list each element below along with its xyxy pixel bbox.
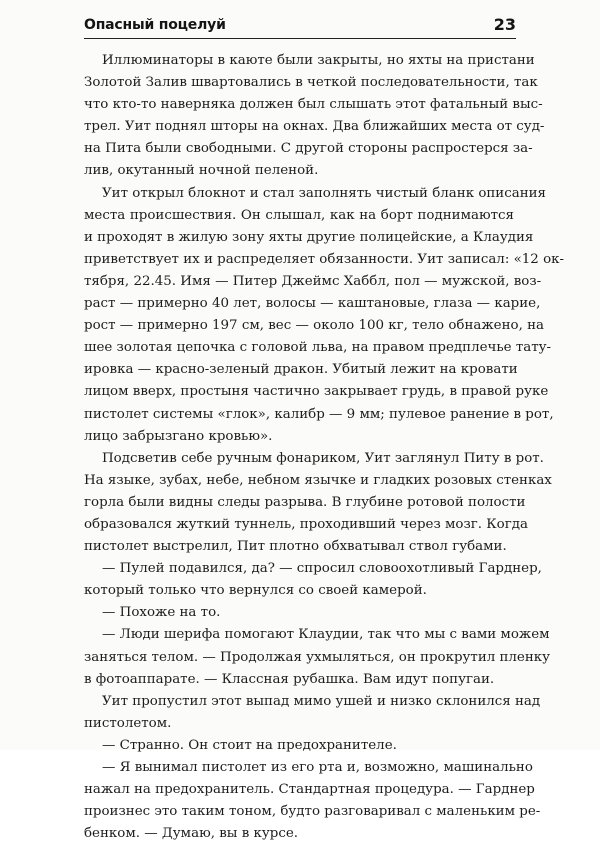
text-line: трел. Уит поднял шторы на окнах. Два ближайших места от суд-	[84, 119, 545, 135]
page-number: 23	[493, 15, 516, 34]
text-line: Уит открыл блокнот и стал заполнять чистый бланк описания	[102, 185, 547, 201]
text-line: что кто-то наверняка должен был слышать этот фатальный выс-	[84, 97, 543, 113]
text-line: лив, окутанный ночной пеленой.	[84, 163, 319, 179]
text-line: — Я вынимал пистолет из его рта и, возможно, машинально	[102, 760, 533, 775]
text-line: места происшествия. Он слышал, как на борт поднимаются	[84, 207, 514, 223]
text-line: раст — примерно 40 лет, волосы — каштановые, глаза — карие,	[84, 296, 541, 312]
text-line: и проходят в жилую зону яхты другие полицейские, а Клаудия	[84, 229, 534, 245]
text-line: бенком. — Думаю, вы в курсе.	[84, 826, 299, 842]
text-line: нажал на предохранитель. Стандартная процедура. — Гарднер	[84, 782, 535, 798]
text-line: горла были видны следы разрыва. В глубине ротовой полости	[84, 494, 526, 510]
text-line: лицом вверх, простыня частично закрывает грудь, в правой руке	[84, 384, 549, 400]
text-line: Иллюминаторы в каюте были закрыты, но яхты на пристани	[102, 53, 535, 68]
text-line: Подсветив себе ручным фонариком, Уит заглянул Питу в рот.	[102, 450, 544, 466]
text-line: Золотой Залив швартовались в четкой последовательности, так	[84, 75, 538, 91]
text-line: На языке, зубах, небе, небном язычке и гладких розовых стенках	[84, 472, 552, 488]
text-line: Уит пропустил этот выпад мимо ушей и низко склонился над	[102, 693, 541, 709]
text-line: произнес это таким тоном, будто разговаривал с маленьким ре-	[84, 804, 541, 820]
text-line: тября, 22.45. Имя — Питер Джеймс Хаббл, пол — мужской, воз-	[84, 273, 542, 289]
text-line: который только что вернулся со своей камерой.	[84, 583, 427, 599]
text-line: — Люди шерифа помогают Клаудии, так что мы с вами можем	[102, 627, 550, 643]
body-text	[84, 50, 565, 845]
text-line: — Похоже на то.	[102, 605, 221, 621]
running-header	[84, 12, 516, 39]
text-line: лицо забрызгано кровью».	[84, 428, 273, 444]
text-line: пистолетом.	[84, 715, 172, 731]
text-line: — Пулей подавился, да? — спросил словоохотливый Гарднер,	[102, 561, 542, 577]
text-line: — Странно. Он стоит на предохранителе.	[102, 737, 397, 753]
text-line: пистолет выстрелил, Пит плотно обхватывал ствол губами.	[84, 539, 507, 555]
text-line: рост — примерно 197 см, вес — около 100 кг, тело обнажено, на	[84, 318, 545, 334]
text-line: заняться телом. — Продолжая ухмыляться, он прокрутил пленку	[84, 649, 551, 665]
text-line: образовался жуткий туннель, проходивший через мозг. Когда	[84, 516, 528, 532]
chapter-title: Опасный поцелуй	[84, 17, 226, 33]
text-line: приветствует их и распределяет обязанности. Уит записал: «12 ок-	[84, 251, 565, 267]
text-line: пистолет системы «глок», калибр — 9 мм; пулевое ранение в рот,	[84, 406, 554, 422]
text-line: ировка — красно-зеленый дракон. Убитый лежит на кровати	[84, 362, 518, 378]
text-line: шее золотая цепочка с головой льва, на правом предплечье тату-	[84, 340, 552, 356]
text-line: на Пита были свободными. С другой стороны распростерся за-	[84, 141, 533, 157]
text-line: в фотоаппарате. — Классная рубашка. Вам идут попугаи.	[84, 671, 495, 687]
